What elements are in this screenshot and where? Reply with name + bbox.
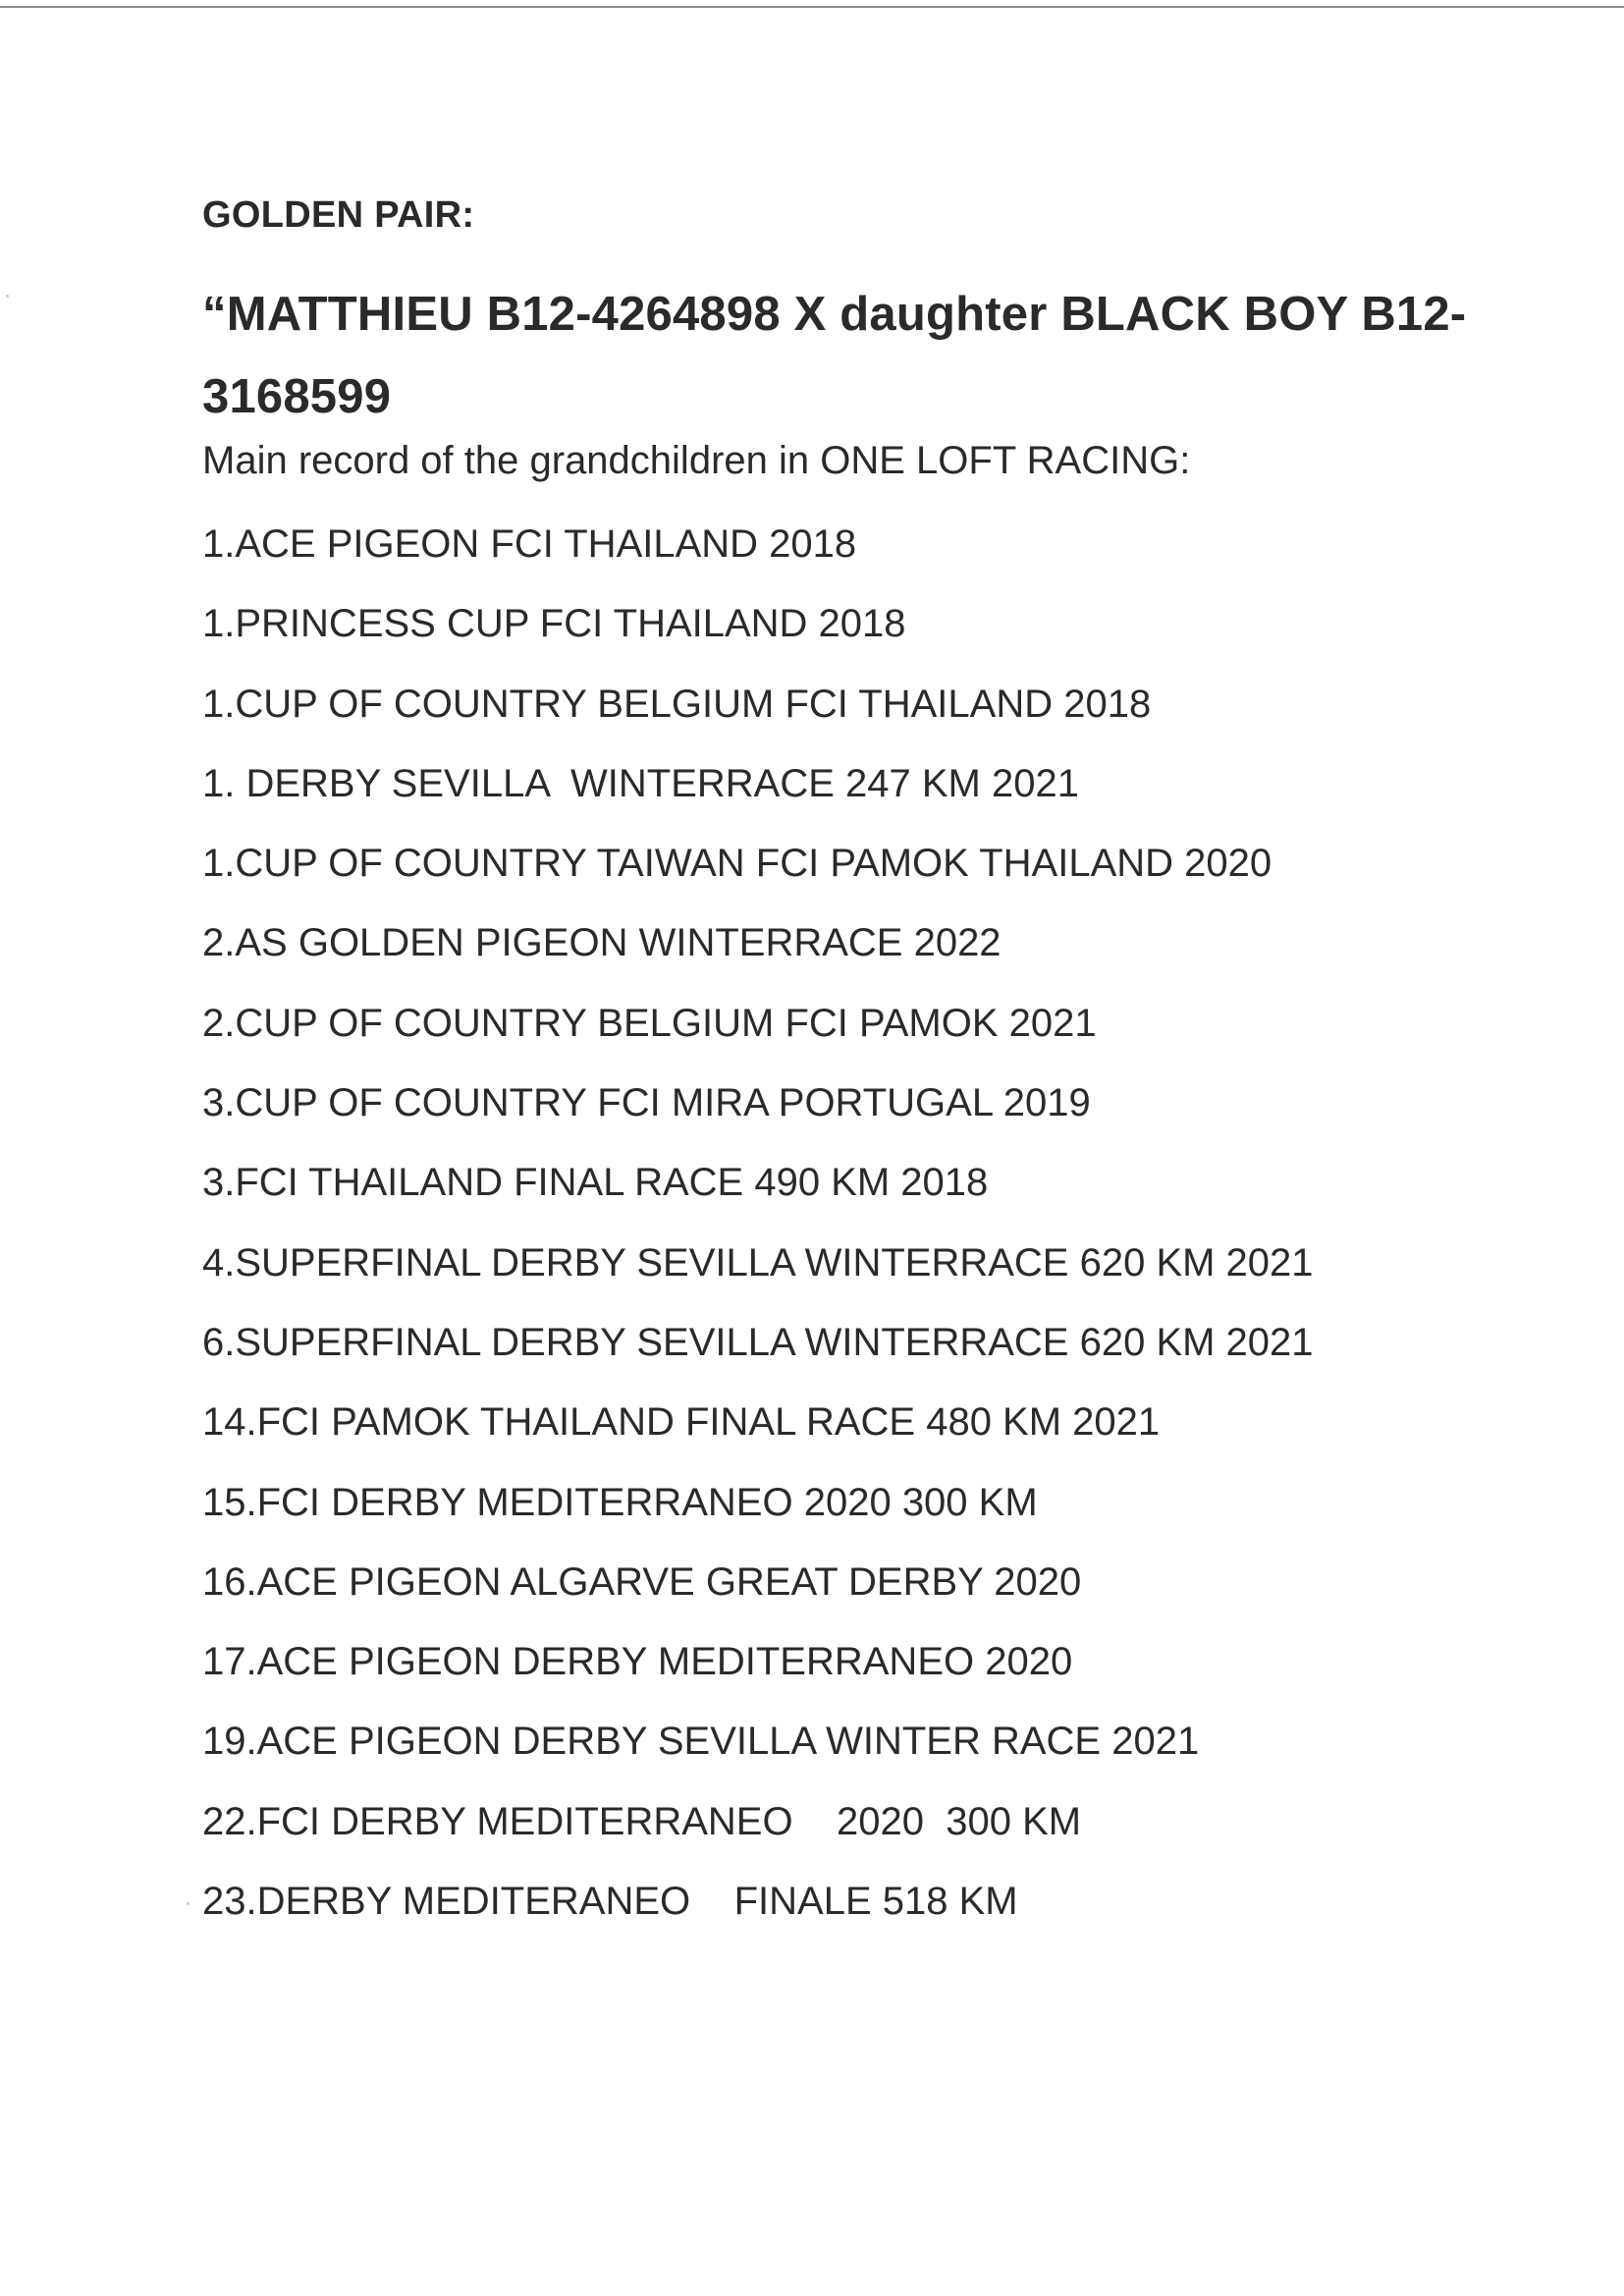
record-item: 1.PRINCESS CUP FCI THAILAND 2018 bbox=[202, 602, 906, 646]
scan-speck bbox=[6, 295, 9, 298]
record-item: 1. DERBY SEVILLA WINTERRACE 247 KM 2021 bbox=[202, 761, 1079, 805]
record-item: 15.FCI DERBY MEDITERRANEO 2020 300 KM bbox=[202, 1480, 1038, 1524]
record-item: 2.AS GOLDEN PIGEON WINTERRACE 2022 bbox=[202, 921, 1001, 965]
record-item: 14.FCI PAMOK THAILAND FINAL RACE 480 KM 2021 bbox=[202, 1400, 1161, 1445]
record-item: 19.ACE PIGEON DERBY SEVILLA WINTER RACE 2021 bbox=[202, 1720, 1200, 1764]
record-item: 4.SUPERFINAL DERBY SEVILLA WINTERRACE 620 KM 2021 bbox=[202, 1240, 1314, 1285]
record-item: 2.CUP OF COUNTRY BELGIUM FCI PAMOK 2021 bbox=[202, 1001, 1097, 1045]
record-item: 6.SUPERFINAL DERBY SEVILLA WINTERRACE 620 KM 2021 bbox=[202, 1320, 1314, 1364]
record-item: 3.FCI THAILAND FINAL RACE 490 KM 2018 bbox=[202, 1161, 989, 1205]
records-list bbox=[202, 519, 1314, 1955]
record-item: 17.ACE PIGEON DERBY MEDITERRANEO 2020 bbox=[202, 1640, 1073, 1684]
record-item: 3.CUP OF COUNTRY FCI MIRA PORTUGAL 2019 bbox=[202, 1081, 1091, 1125]
document-heading: GOLDEN PAIR: bbox=[202, 194, 475, 236]
intro-text: Main record of the grandchildren in ONE LOFT RACING: bbox=[202, 439, 1191, 482]
scan-speck bbox=[187, 1902, 189, 1905]
record-item: 16.ACE PIGEON ALGARVE GREAT DERBY 2020 bbox=[202, 1559, 1082, 1604]
scan-top-edge-line bbox=[0, 6, 1624, 8]
record-item: 1.CUP OF COUNTRY BELGIUM FCI THAILAND 2018 bbox=[202, 682, 1152, 726]
pair-title: “MATTHIEU B12-4264898 X daughter BLACK BOY B12-3168599 bbox=[202, 288, 1467, 423]
record-item: 23.DERBY MEDITERANEO FINALE 518 KM bbox=[202, 1880, 1018, 1924]
record-item: 1.CUP OF COUNTRY TAIWAN FCI PAMOK THAILAND 2020 bbox=[202, 842, 1272, 886]
record-item: 22.FCI DERBY MEDITERRANEO 2020 300 KM bbox=[202, 1799, 1082, 1843]
record-item: 1.ACE PIGEON FCI THAILAND 2018 bbox=[202, 522, 857, 566]
